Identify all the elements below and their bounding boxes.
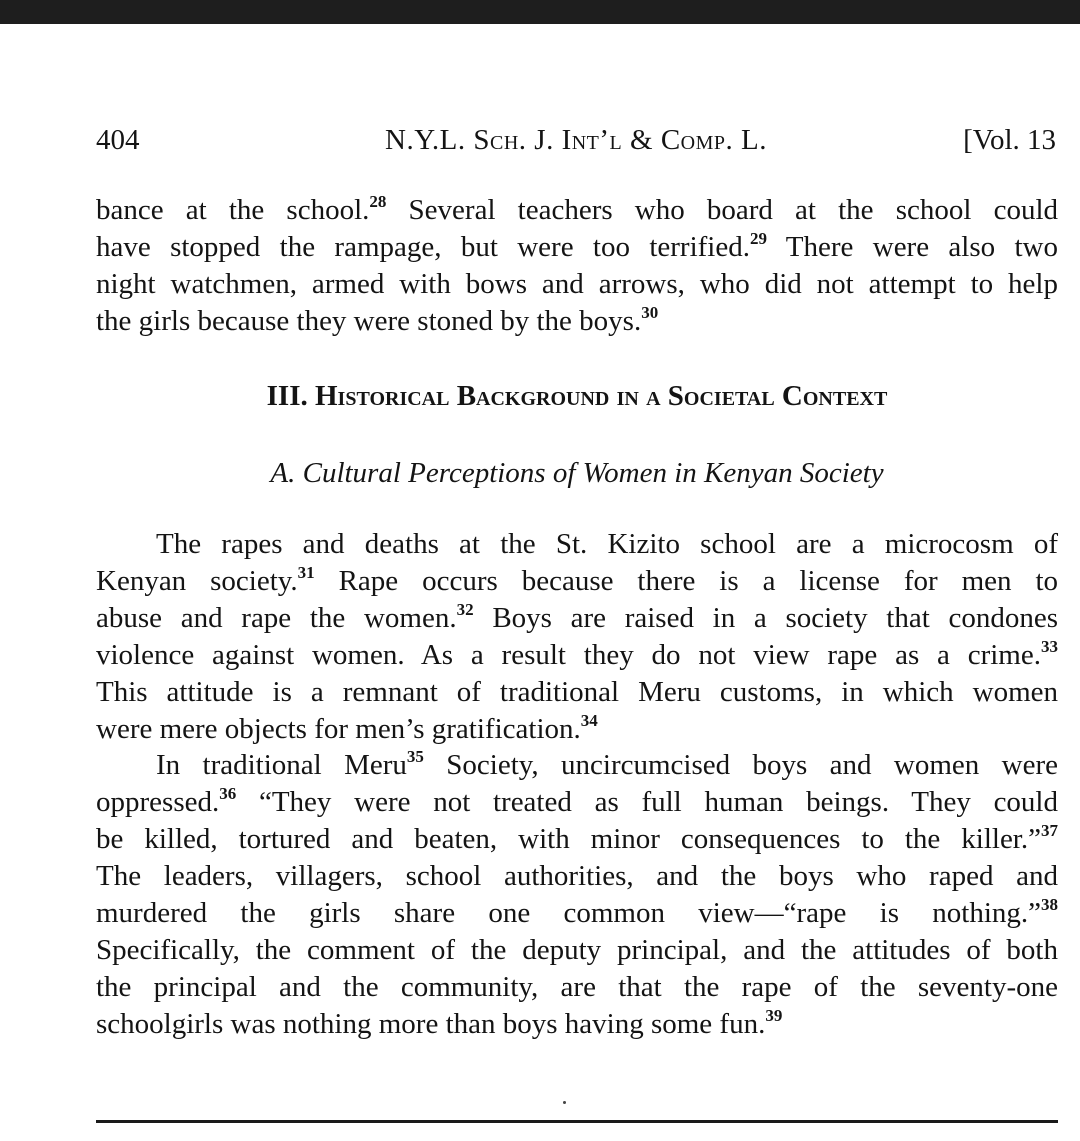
page-number: 404 bbox=[96, 124, 140, 156]
journal-title: N.Y.L. Sch. J. Int’l & Comp. L. bbox=[385, 124, 767, 156]
paragraph-2 bbox=[96, 747, 1058, 1043]
text-line: Specifically, the comment of the deputy principal, and the attitudes of both bbox=[96, 934, 1058, 966]
paragraph-1 bbox=[96, 526, 1058, 748]
running-head bbox=[96, 120, 1056, 160]
text-line: schoolgirls was nothing more than boys having some fun.$^{39}$ bbox=[96, 1006, 783, 1040]
subsection-heading: A. Cultural Perceptions of Women in Kenyan Society bbox=[270, 457, 884, 489]
text-line: night watchmen, armed with bows and arrows, who did not attempt to help bbox=[96, 268, 1058, 300]
footnote-ref[interactable]: 31 bbox=[297, 563, 315, 582]
footnote-ref[interactable]: 32 bbox=[456, 600, 474, 619]
text-line: have stopped the rampage, but were too terrified.$^{29}$ There were also two bbox=[96, 229, 1058, 263]
text-line: In traditional Meru$^{35}$ Society, uncircumcised boys and women were bbox=[156, 747, 1058, 781]
text-line: abuse and rape the women.$^{32}$ Boys are raised in a society that condones bbox=[96, 600, 1059, 634]
text-line: oppressed.$^{36}$ “They were not treated as full human beings. They could bbox=[96, 784, 1058, 818]
text-line: This attitude is a remnant of traditional Meru customs, in which women bbox=[96, 676, 1058, 708]
footnote-ref[interactable]: 29 bbox=[749, 229, 767, 248]
footnote-ref[interactable]: 28 bbox=[369, 192, 387, 211]
text-line: were mere objects for men’s gratification.$^{34}$ bbox=[96, 711, 598, 745]
section-heading: III. Historical Background in a Societal Context bbox=[266, 380, 888, 412]
continuation-paragraph bbox=[96, 192, 1058, 340]
top-dark-bar bbox=[0, 0, 1080, 24]
footnote-ref[interactable]: 30 bbox=[641, 303, 659, 322]
text-line: the principal and the community, are that the rape of the seventy-one bbox=[96, 971, 1058, 1003]
text-line: The rapes and deaths at the St. Kizito school are a microcosm of bbox=[156, 528, 1058, 560]
text-line: Kenyan society.$^{31}$ Rape occurs because there is a license for men to bbox=[96, 563, 1059, 597]
text-line: bance at the school.$^{28}$ Several teachers who board at the school could bbox=[96, 192, 1058, 226]
text-line: The leaders, villagers, school authorities, and the boys who raped and bbox=[96, 860, 1058, 892]
footnote-ref[interactable]: 39 bbox=[765, 1006, 783, 1025]
text-line: the girls because they were stoned by the boys.$^{30}$ bbox=[96, 303, 659, 337]
footnote-ref[interactable]: 36 bbox=[219, 784, 237, 803]
volume-label: [Vol. 13 bbox=[963, 124, 1056, 156]
stray-dot bbox=[563, 1101, 566, 1104]
footnote-ref[interactable]: 34 bbox=[580, 711, 598, 730]
footnote-divider bbox=[96, 1120, 1058, 1123]
text-line: murdered the girls share one common view—“rape is nothing.”$^{38}$ bbox=[96, 895, 1058, 929]
footnote-ref[interactable]: 37 bbox=[1041, 821, 1058, 840]
text-line: violence against women. As a result they do not view rape as a crime.$^{33}$ bbox=[96, 637, 1058, 671]
footnote-ref[interactable]: 35 bbox=[406, 747, 424, 766]
footnote-ref[interactable]: 38 bbox=[1041, 895, 1058, 914]
footnote-ref[interactable]: 33 bbox=[1041, 637, 1058, 656]
text-line: be killed, tortured and beaten, with minor consequences to the killer.”$^{37}$ bbox=[96, 821, 1058, 855]
